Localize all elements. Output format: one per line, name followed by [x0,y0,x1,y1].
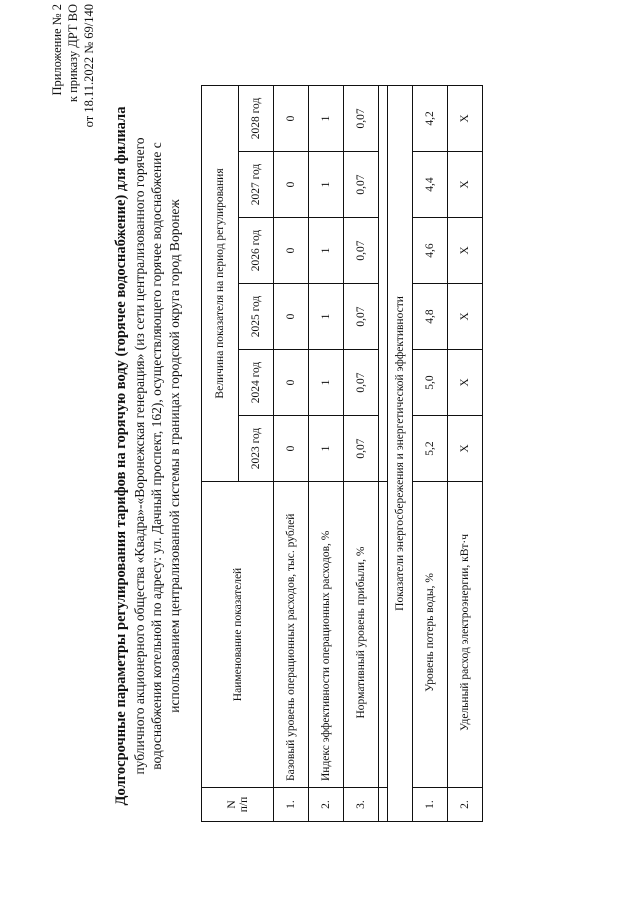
row-value: 1 [309,85,344,151]
row-value: Х [448,350,483,416]
section-header-row [388,85,413,821]
row-num: 3. [344,788,379,822]
row-num: 1. [274,788,309,822]
row-value: 4,2 [413,85,448,151]
section-title: Показатели энергосбережения и энергетической эффективности [388,85,413,821]
row-value: 5,0 [413,350,448,416]
row-value: 0,07 [344,152,379,218]
header-num: N п/п [202,788,274,822]
row-name: Удельный расход электроэнергии, кВт·ч [448,482,483,788]
row-value: Х [448,85,483,151]
row-value: 0,07 [344,218,379,284]
row-num: 2. [448,788,483,822]
row-value: Х [448,152,483,218]
row-value: 1 [309,218,344,284]
row-value: 0 [274,416,309,482]
row-value: 4,4 [413,152,448,218]
row-num: 1. [413,788,448,822]
rotated-page [5,2,635,902]
row-num: 2. [309,788,344,822]
row-value: 1 [309,284,344,350]
spacer-cell [379,482,388,788]
row-value: 4,6 [413,218,448,284]
row-value: 0,07 [344,85,379,151]
row-name: Индекс эффективности операционных расходов, % [309,482,344,788]
row-value: 0 [274,85,309,151]
row-value: 0 [274,350,309,416]
title-line: Долгосрочные параметры регулирования тарифов на горячую воду (горячее водоснабжение) для филиала [113,106,129,806]
table-row [274,85,309,821]
table-row [413,85,448,821]
header-year: 2028 год [239,85,274,151]
appendix-reference [49,4,97,127]
title-line: публичного акционерного общества «Квадра»-«Воронежская генерация» (из сети централизованного горячего [131,137,147,775]
row-value: 0 [274,284,309,350]
header-row [202,85,239,821]
row-name: Уровень потерь воды, % [413,482,448,788]
row-value: 0,07 [344,416,379,482]
row-value: 4,8 [413,284,448,350]
spacer-cell [379,788,388,822]
row-name: Нормативный уровень прибыли, % [344,482,379,788]
row-value: 1 [309,416,344,482]
appendix-order: к приказу ДРТ ВО [66,4,80,103]
row-value: Х [448,416,483,482]
title-line: использованием централизованной системы в границах городской округа город Воронеж [166,199,182,713]
row-value: 0 [274,218,309,284]
table-row [448,85,483,821]
header-year: 2025 год [239,284,274,350]
row-value: 5,2 [413,416,448,482]
row-value: 0 [274,152,309,218]
spacer-row [379,85,388,821]
row-value: 0,07 [344,284,379,350]
row-name: Базовый уровень операционных расходов, тыс. рублей [274,482,309,788]
header-year: 2026 год [239,218,274,284]
appendix-date: от 18.11.2022 № 69/140 [82,4,96,128]
row-value: 0,07 [344,350,379,416]
document-title [113,70,183,842]
parameters-table [201,85,483,822]
table-row [309,85,344,821]
header-name: Наименование показателей [202,482,274,788]
row-value: 1 [309,350,344,416]
title-line: водоснабжения котельной по адресу: ул. Дачный проспект, 162), осуществляющего горячее водоснабжение с [149,142,164,770]
row-value: 1 [309,152,344,218]
spacer-cell [379,85,388,481]
header-period-group: Величина показателя на период регулирования [202,85,239,481]
row-value: Х [448,218,483,284]
header-year: 2027 год [239,152,274,218]
table-row [344,85,379,821]
row-value: Х [448,284,483,350]
header-year: 2023 год [239,416,274,482]
appendix-number: Приложение № 2 [50,4,64,96]
header-year: 2024 год [239,350,274,416]
